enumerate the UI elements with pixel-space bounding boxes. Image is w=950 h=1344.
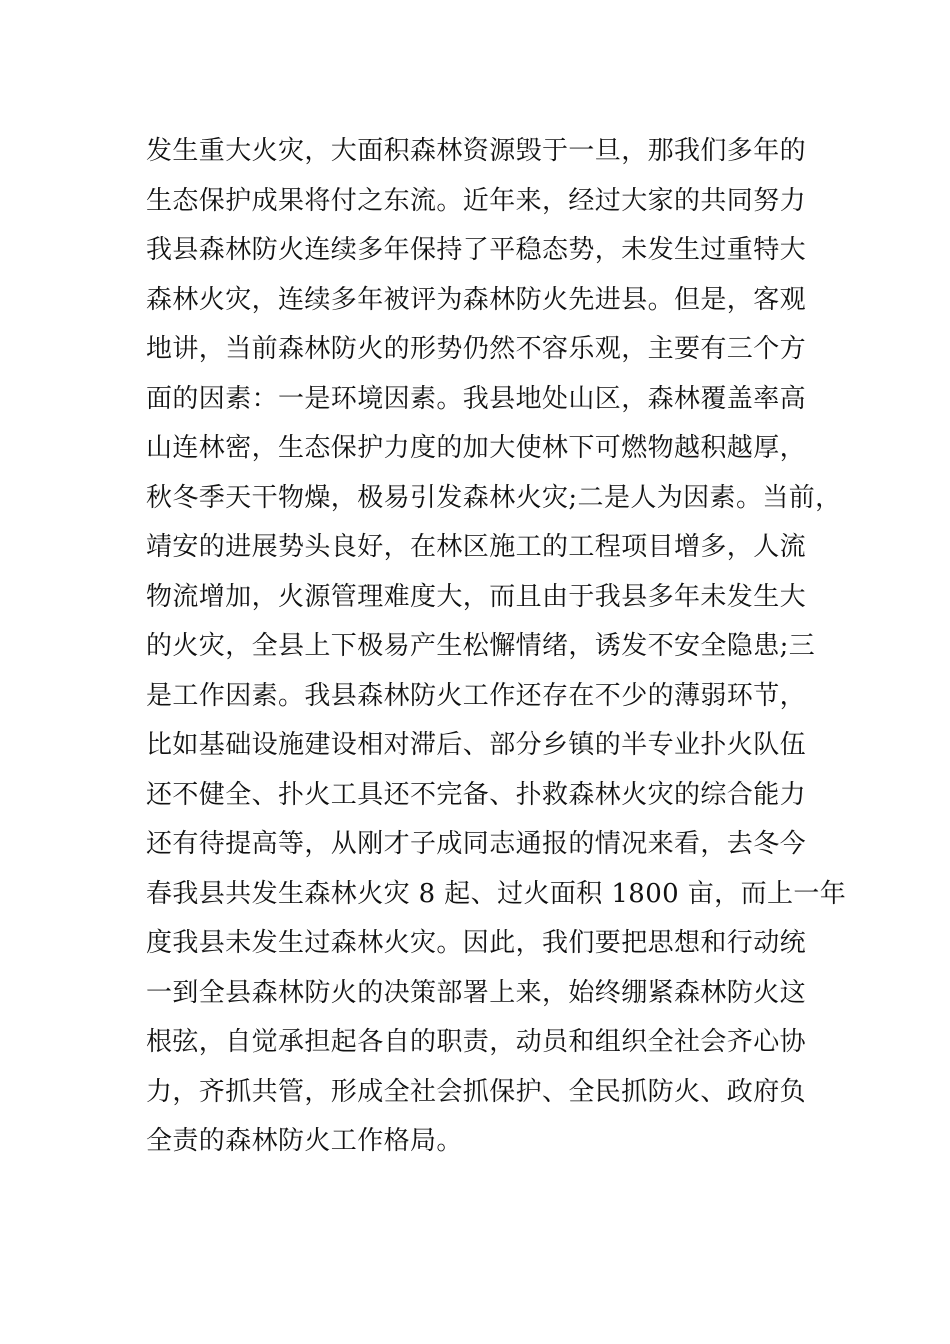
text-line-8: 秋冬季天干物燥，极易引发森林火灾;二是人为因素。当前， [146, 482, 842, 513]
text-line-4: 森林火灾，连续多年被评为森林防火先进县。但是，客观 [146, 284, 807, 315]
text-line-11: 的火灾，全县上下极易产生松懈情绪，诱发不安全隐患;三 [146, 631, 816, 661]
text-line-20: 力，齐抓共管，形成全社会抓保护、全民抓防火、政府负 [146, 1076, 807, 1107]
text-line-2: 生态保护成果将付之东流。近年来，经过大家的共同努力 [146, 185, 807, 216]
body-paragraph [146, 127, 846, 1167]
text-line-9: 靖安的进展势头良好，在林区施工的工程项目增多，人流 [146, 532, 807, 562]
text-line-17: 度我县未发生过森林火灾。因此，我们要把思想和行动统 [146, 928, 807, 958]
text-line-21: 全责的森林防火工作格局。 [146, 1126, 463, 1156]
text-line-15: 还有待提高等，从刚才子成同志通报的情况来看，去冬今 [146, 829, 807, 859]
text-line-16: 春我县共发生森林火灾 8 起、过火面积 1800 亩，而上一年 [146, 878, 847, 909]
text-line-1: 发生重大火灾，大面积森林资源毁于一旦，那我们多年的 [146, 136, 807, 166]
text-line-19: 根弦，自觉承担起各自的职责，动员和组织全社会齐心协 [146, 1027, 807, 1057]
text-line-18: 一到全县森林防火的决策部署上来，始终绷紧森林防火这 [146, 977, 807, 1008]
text-line-10: 物流增加，火源管理难度大，而且由于我县多年未发生大 [146, 581, 807, 612]
text-line-7: 山连林密，生态保护力度的加大使林下可燃物越积越厚， [146, 433, 807, 463]
text-line-13: 比如基础设施建设相对滞后、部分乡镇的半专业扑火队伍 [146, 730, 807, 760]
text-line-12: 是工作因素。我县森林防火工作还存在不少的薄弱环节， [146, 680, 807, 711]
text-line-14: 还不健全、扑火工具还不完备、扑救森林火灾的综合能力 [146, 779, 807, 810]
text-line-5: 地讲，当前森林防火的形势仍然不容乐观，主要有三个方 [146, 334, 807, 364]
text-line-6: 面的因素：一是环境因素。我县地处山区，森林覆盖率高 [146, 383, 807, 414]
text-line-3: 我县森林防火连续多年保持了平稳态势，未发生过重特大 [146, 235, 807, 265]
